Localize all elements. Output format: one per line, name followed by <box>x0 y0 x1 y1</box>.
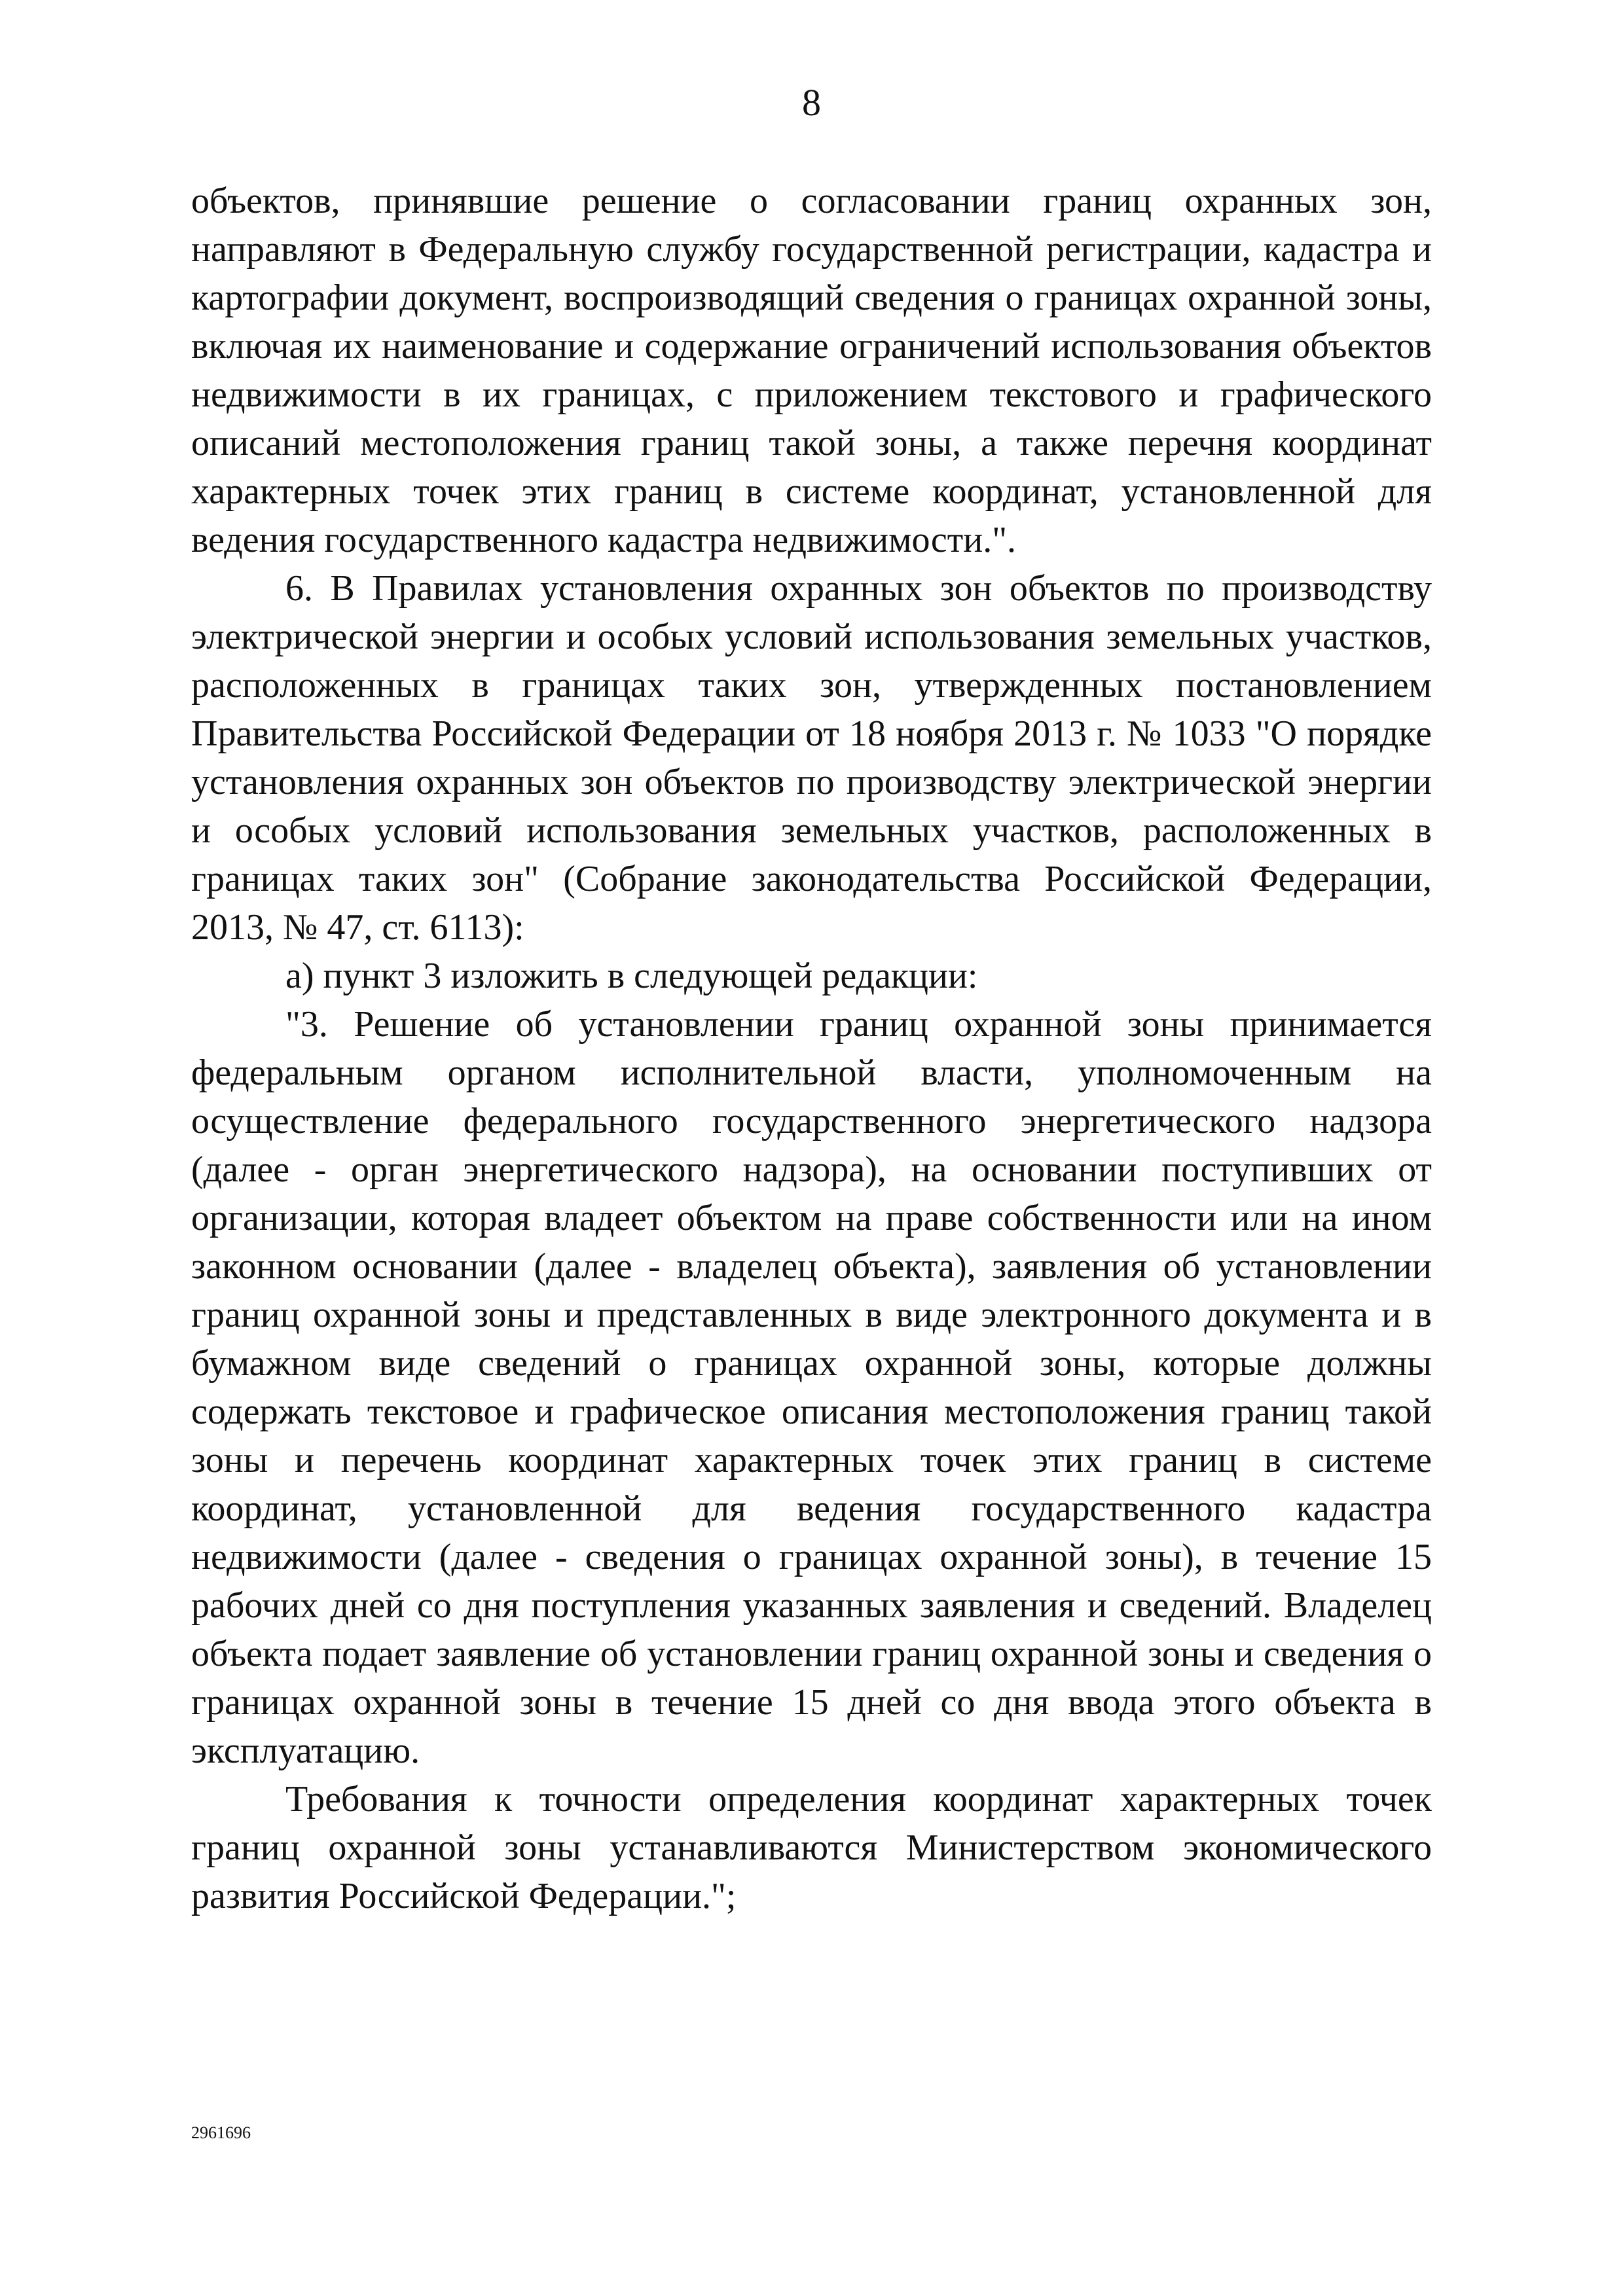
paragraph-item-6: 6. В Правилах установления охранных зон объектов по производству электрической энергии и особых условий использования земельных участков, расположенных в границах таких зон, утвержденных постановлением Правительства Российской Федерации от 18 ноября 2013 г. № 1033 "О порядке установления охранных зон объектов по производству электрической энергии и особых условий использования земельных участков, расположенных в границах таких зон" (Собрание законодательства Российской Федерации, 2013, № 47, ст. 6113): <box>191 568 1432 948</box>
paragraph-subitem-a: а) пункт 3 изложить в следующей редакции: <box>285 956 978 996</box>
paragraph-point-3: "3. Решение об установлении границ охранной зоны принимается федеральным органом исполнительной власти, уполномоченным на осуществление федерального государственного энергетического надзора (далее - орган энергетического надзора), на основании поступивших от организации, которая владеет объектом на праве собственности или на ином законном основании (далее - владелец объекта), заявления об установлении границ охранной зоны и представленных в виде электронного документа и в бумажном виде сведений о границах охранной зоны, которые должны содержать текстовое и графическое описания местоположения границ такой зоны и перечень координат характерных точек этих границ в системе координат, установленной для ведения государственного кадастра недвижимости (далее - сведения о границах охранной зоны), в течение 15 рабочих дней со дня поступления указанных заявления и сведений. Владелец объекта подает заявление об установлении границ охранной зоны и сведения о границах охранной зоны в течение 15 дней со дня ввода этого объекта в эксплуатацию. <box>191 1004 1432 1771</box>
document-body <box>191 177 1432 1920</box>
paragraph-accuracy-requirements: Требования к точности определения координат характерных точек границ охранной зоны устанавливаются Министерством экономического развития Российской Федерации."; <box>191 1779 1432 1916</box>
page-number: 8 <box>802 81 821 124</box>
document-code: 2961696 <box>191 2123 251 2142</box>
paragraph-continuation: объектов, принявшие решение о согласовании границ охранных зон, направляют в Федеральную службу государственной регистрации, кадастра и картографии документ, воспроизводящий сведения о границах охранной зоны, включая их наименование и содержание ограничений использования объектов недвижимости в их границах, с приложением текстового и графического описаний местоположения границ такой зоны, а также перечня координат характерных точек этих границ в системе координат, установленной для ведения государственного кадастра недвижимости.". <box>191 181 1432 560</box>
